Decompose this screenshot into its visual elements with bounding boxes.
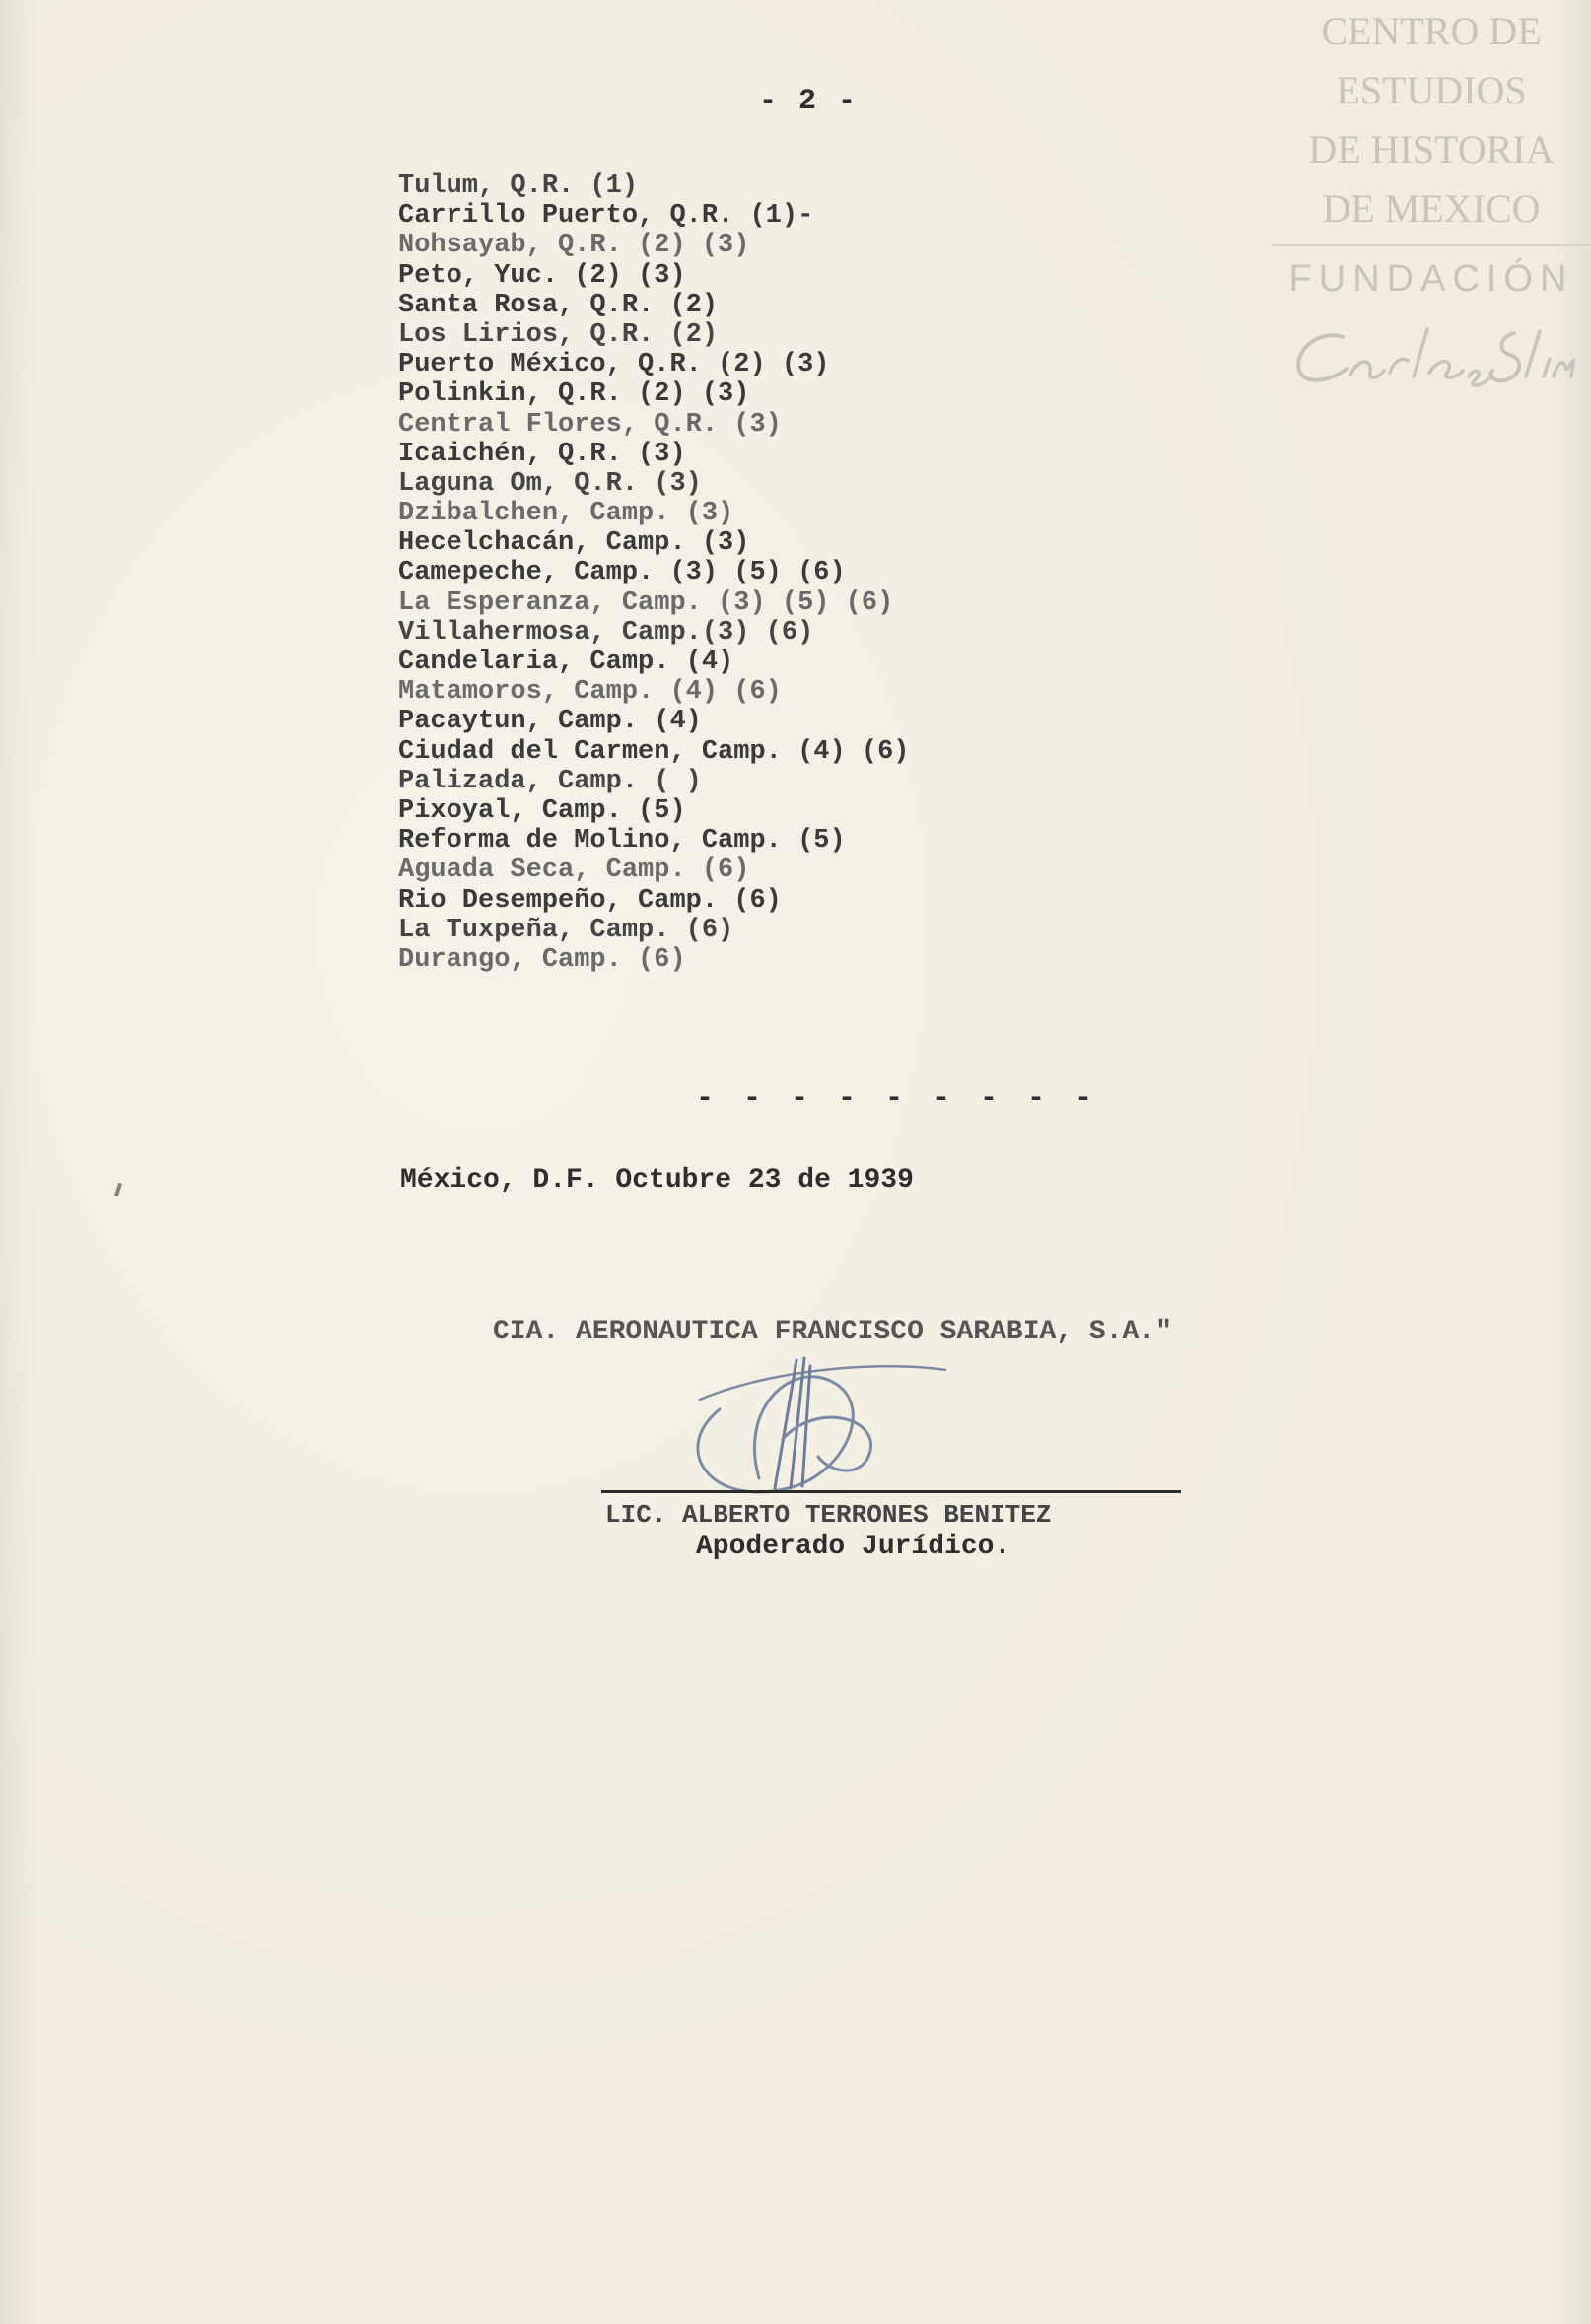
- watermark-title: [1272, 2, 1591, 239]
- list-item: La Tuxpeña, Camp. (6): [398, 915, 734, 945]
- list-item: Polinkin, Q.R. (2) (3): [398, 379, 750, 410]
- list-item: Candelaria, Camp. (4): [398, 648, 734, 677]
- watermark-title-line: CENTRO DE: [1321, 9, 1542, 53]
- list-item: Durango, Camp. (6): [398, 944, 686, 975]
- list-item: Carrillo Puerto, Q.R. (1)-: [398, 201, 814, 232]
- list-item: Rio Desempeño, Camp. (6): [398, 885, 782, 916]
- watermark-title-line: DE MEXICO: [1322, 186, 1541, 231]
- list-item: Los Lirios, Q.R. (2): [398, 319, 719, 350]
- archive-watermark: [1272, 0, 1591, 384]
- watermark-title-line: DE HISTORIA: [1308, 127, 1555, 171]
- list-item: Peto, Yuc. (2) (3): [398, 260, 686, 291]
- signer-role: Apoderado Jurídico.: [696, 1532, 1011, 1562]
- location-list: [398, 171, 909, 975]
- list-item: Nohsayab, Q.R. (2) (3): [398, 231, 750, 261]
- list-item: Tulum, Q.R. (1): [398, 171, 639, 201]
- list-item: Central Flores, Q.R. (3): [398, 409, 782, 440]
- list-item: Dzibalchen, Camp. (3): [398, 499, 734, 529]
- list-item: Hecelchacán, Camp. (3): [398, 528, 750, 559]
- signer-name: LIC. ALBERTO TERRONES BENITEZ: [605, 1500, 1052, 1530]
- carlos-slim-signature-logo: [1281, 315, 1577, 394]
- place-and-date: México, D.F. Octubre 23 de 1939: [400, 1165, 914, 1196]
- list-item: Pixoyal, Camp. (5): [398, 795, 686, 826]
- watermark-divider: [1272, 244, 1591, 246]
- list-item: Ciudad del Carmen, Camp. (4) (6): [398, 736, 910, 767]
- list-item: Pacaytun, Camp. (4): [398, 707, 702, 737]
- watermark-foundation: FUNDACIÓN: [1288, 258, 1574, 300]
- list-item: Matamoros, Camp. (4) (6): [398, 677, 782, 708]
- page-number: - 2 -: [759, 85, 859, 118]
- list-item: La Esperanza, Camp. (3) (5) (6): [398, 587, 894, 618]
- watermark-title-line: ESTUDIOS: [1336, 68, 1527, 112]
- company-name: CIA. AERONAUTICA FRANCISCO SARABIA, S.A.": [493, 1317, 1172, 1347]
- list-item: Camepeche, Camp. (3) (5) (6): [398, 558, 846, 588]
- list-item: Puerto México, Q.R. (2) (3): [398, 350, 830, 380]
- list-item: Laguna Om, Q.R. (3): [398, 468, 702, 499]
- list-item: Palizada, Camp. ( ): [398, 766, 702, 796]
- list-item: Icaichén, Q.R. (3): [398, 439, 686, 469]
- list-item: Aguada Seca, Camp. (6): [398, 855, 750, 886]
- dashed-separator: - - - - - - - - -: [696, 1082, 1099, 1116]
- signature-line: [601, 1490, 1181, 1493]
- list-item: Villahermosa, Camp.(3) (6): [398, 617, 814, 648]
- list-item: Reforma de Molino, Camp. (5): [398, 826, 846, 856]
- list-item: Santa Rosa, Q.R. (2): [398, 290, 719, 320]
